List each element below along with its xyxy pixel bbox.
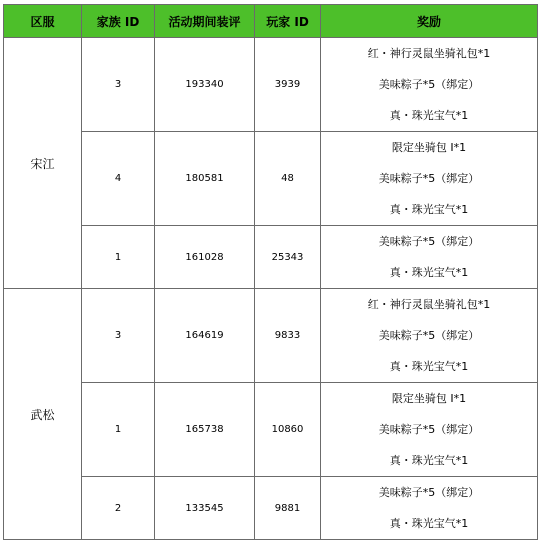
reward-item: 美味粽子*5（绑定）	[378, 486, 480, 499]
family-id-cell: 4	[82, 132, 155, 226]
reward-cell	[321, 383, 538, 477]
header-reward: 奖励	[321, 5, 538, 38]
score-cell: 161028	[155, 226, 255, 289]
reward-item: 真・珠光宝气*1	[389, 109, 469, 122]
reward-cell	[321, 289, 538, 383]
reward-cell	[321, 226, 538, 289]
reward-item: 真・珠光宝气*1	[389, 454, 469, 467]
header-score: 活动期间装评	[155, 5, 255, 38]
score-cell: 133545	[155, 477, 255, 540]
reward-item: 红・神行灵鼠坐骑礼包*1	[367, 298, 491, 311]
player-id-cell: 25343	[255, 226, 321, 289]
player-id-cell: 3939	[255, 38, 321, 132]
table-body	[4, 38, 538, 540]
reward-item: 真・珠光宝气*1	[389, 203, 469, 216]
header-family-id: 家族 ID	[82, 5, 155, 38]
reward-item: 限定坐骑包 I*1	[391, 141, 467, 154]
family-id-cell: 3	[82, 38, 155, 132]
player-id-cell: 9881	[255, 477, 321, 540]
table-row	[4, 289, 538, 383]
reward-item: 限定坐骑包 I*1	[391, 392, 467, 405]
reward-item: 美味粽子*5（绑定）	[378, 172, 480, 185]
family-id-cell: 1	[82, 383, 155, 477]
score-cell: 164619	[155, 289, 255, 383]
player-id-cell: 48	[255, 132, 321, 226]
reward-item: 真・珠光宝气*1	[389, 517, 469, 530]
player-id-cell: 10860	[255, 383, 321, 477]
reward-item: 真・珠光宝气*1	[389, 266, 469, 279]
header-row	[4, 5, 538, 38]
header-region: 区服	[4, 5, 82, 38]
table-row	[4, 226, 538, 289]
score-cell: 193340	[155, 38, 255, 132]
family-id-cell: 2	[82, 477, 155, 540]
reward-item: 美味粽子*5（绑定）	[378, 78, 480, 91]
player-id-cell: 9833	[255, 289, 321, 383]
reward-table	[3, 4, 538, 540]
table-row	[4, 477, 538, 540]
reward-item: 红・神行灵鼠坐骑礼包*1	[367, 47, 491, 60]
reward-item: 真・珠光宝气*1	[389, 360, 469, 373]
region-cell: 宋江	[4, 38, 82, 289]
reward-cell	[321, 477, 538, 540]
table-row	[4, 132, 538, 226]
reward-cell	[321, 38, 538, 132]
reward-item: 美味粽子*5（绑定）	[378, 235, 480, 248]
family-id-cell: 3	[82, 289, 155, 383]
reward-item: 美味粽子*5（绑定）	[378, 423, 480, 436]
family-id-cell: 1	[82, 226, 155, 289]
region-cell: 武松	[4, 289, 82, 540]
table-row	[4, 383, 538, 477]
score-cell: 180581	[155, 132, 255, 226]
table-row	[4, 38, 538, 132]
header-player-id: 玩家 ID	[255, 5, 321, 38]
score-cell: 165738	[155, 383, 255, 477]
reward-item: 美味粽子*5（绑定）	[378, 329, 480, 342]
reward-cell	[321, 132, 538, 226]
